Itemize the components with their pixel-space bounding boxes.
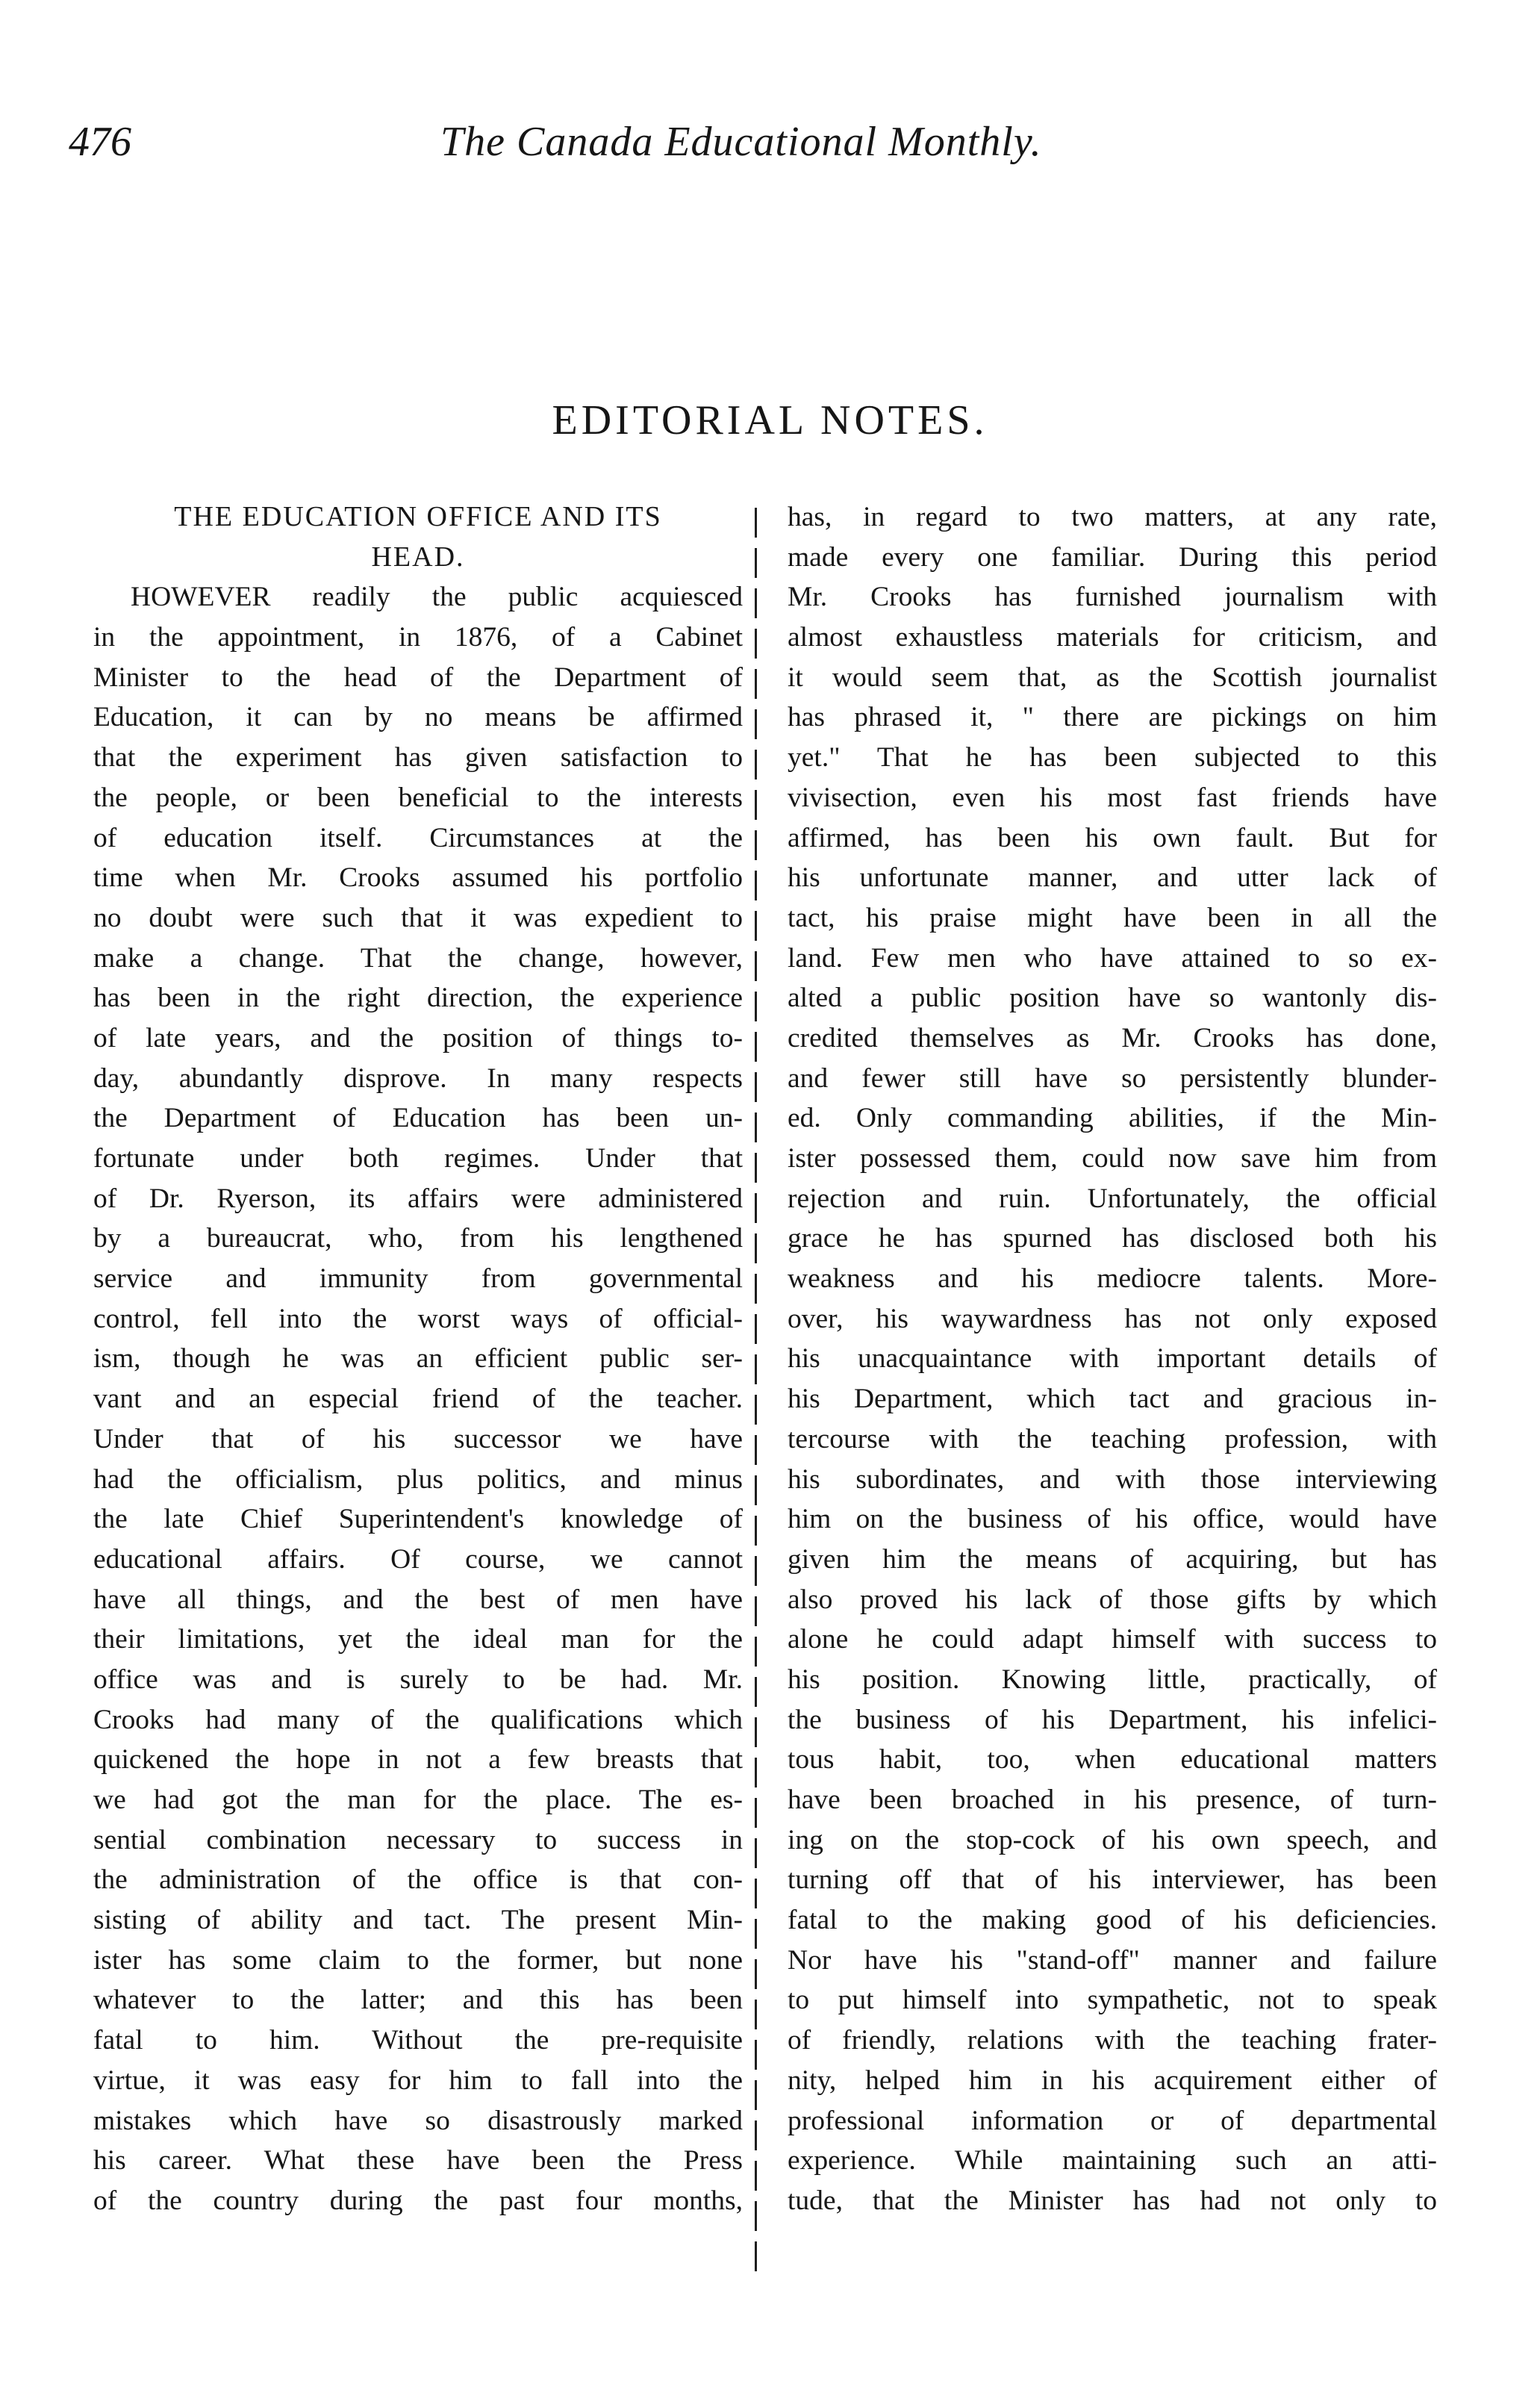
text-line: also proved his lack of those gifts by which [788, 1584, 1437, 1615]
text-line: affirmed, has been his own fault. But for [788, 822, 1437, 853]
text-line: sential combination necessary to success in [93, 1824, 743, 1855]
text-line: weakness and his mediocre talents. More- [788, 1263, 1437, 1295]
text-line: Minister to the head of the Department of [93, 662, 743, 693]
text-line: Education, it can by no means be affirmed [93, 702, 743, 733]
text-line: that the experiment has given satisfaction to [93, 742, 743, 774]
text-line: ism, though he was an efficient public ser- [93, 1343, 743, 1375]
text-line: day, abundantly disprove. In many respects [93, 1062, 743, 1094]
text-line: his career. What these have been the Press [93, 2145, 743, 2176]
text-line: fatal to him. Without the pre-requisite [93, 2025, 743, 2056]
text-line: experience. While maintaining such an atti- [788, 2145, 1437, 2176]
text-line: virtue, it was easy for him to fall into the [93, 2064, 743, 2096]
text-line: professional information or of departmental [788, 2105, 1437, 2136]
column-rule [755, 508, 757, 2277]
text-line: ister has some claim to the former, but none [93, 1944, 743, 1976]
text-line: have been broached in his presence, of turn- [788, 1784, 1437, 1815]
text-line: rejection and ruin. Unfortunately, the official [788, 1183, 1437, 1214]
article-title-line: THE EDUCATION OFFICE AND ITS [174, 501, 662, 532]
text-line: we had got the man for the place. The es- [93, 1784, 743, 1816]
text-line: of education itself. Circumstances at the [93, 822, 743, 853]
text-line: has been in the right direction, the experience [93, 983, 743, 1014]
left-column [93, 497, 743, 2221]
text-line: of late years, and the position of things to- [93, 1022, 743, 1054]
text-line: sisting of ability and tact. The present Min- [93, 1905, 743, 1936]
text-line: service and immunity from governmental [93, 1263, 743, 1295]
article-title [93, 497, 743, 577]
text-line: has, in regard to two matters, at any rate, [788, 502, 1437, 532]
text-line: whatever to the latter; and this has been [93, 1985, 743, 2016]
text-line: Under that of his successor we have [93, 1423, 743, 1454]
text-line: tact, his praise might have been in all the [788, 902, 1437, 933]
right-column [788, 497, 1437, 2221]
text-line: their limitations, yet the ideal man for the [93, 1624, 743, 1655]
text-line: control, fell into the worst ways of official- [93, 1303, 743, 1334]
text-line: his unacquaintance with important details of [788, 1343, 1437, 1375]
text-line: nity, helped him in his acquirement either of [788, 2064, 1437, 2096]
text-line: land. Few men who have attained to so ex- [788, 942, 1437, 974]
text-line: no doubt were such that it was expedient to [93, 902, 743, 933]
text-line: tude, that the Minister has had not only to [788, 2185, 1437, 2216]
text-line: given him the means of acquiring, but has [788, 1543, 1437, 1575]
text-line: made every one familiar. During this period [788, 541, 1437, 573]
text-line: HOWEVER readily the public acquiesced [131, 582, 743, 613]
text-line: time when Mr. Crooks assumed his portfolio [93, 862, 743, 894]
text-line: his unfortunate manner, and utter lack of [788, 862, 1437, 894]
text-line: Crooks had many of the qualifications which [93, 1704, 743, 1735]
text-line: his position. Knowing little, practically, of [788, 1664, 1437, 1695]
text-line: almost exhaustless materials for criticism, and [788, 622, 1437, 653]
text-line: his Department, which tact and gracious in- [788, 1384, 1437, 1415]
text-line: turning off that of his interviewer, has been [788, 1864, 1437, 1896]
page-number: 476 [69, 119, 131, 165]
text-line: alted a public position have so wantonly dis- [788, 983, 1437, 1014]
text-line: the people, or been beneficial to the interests [93, 782, 743, 813]
text-line: had the officialism, plus politics, and minus [93, 1463, 743, 1495]
text-line: the Department of Education has been un- [93, 1103, 743, 1134]
text-line: alone he could adapt himself with success to [788, 1624, 1437, 1655]
text-line: over, his waywardness has not only exposed [788, 1303, 1437, 1334]
text-line: the late Chief Superintendent's knowledge of [93, 1504, 743, 1535]
text-line: Nor have his "stand-off" manner and failure [788, 1944, 1437, 1976]
text-line: of Dr. Ryerson, its affairs were administered [93, 1183, 743, 1214]
text-line: educational affairs. Of course, we cannot [93, 1543, 743, 1575]
text-line: the administration of the office is that con- [93, 1864, 743, 1896]
text-line: ister possessed them, could now save him from [788, 1143, 1437, 1174]
text-line: tercourse with the teaching profession, with [788, 1423, 1437, 1454]
text-line: quickened the hope in not a few breasts that [93, 1744, 743, 1776]
text-line: of friendly, relations with the teaching frater- [788, 2025, 1437, 2056]
text-line: of the country during the past four months, [93, 2185, 743, 2216]
text-line: ed. Only commanding abilities, if the Min- [788, 1103, 1437, 1134]
article-title-line: HEAD. [371, 541, 465, 573]
text-line: Mr. Crooks has furnished journalism with [788, 582, 1437, 613]
text-line: by a bureaucrat, who, from his lengthened [93, 1223, 743, 1254]
text-line: and fewer still have so persistently blunder- [788, 1062, 1437, 1094]
journal-title: The Canada Educational Monthly. [440, 119, 1042, 165]
text-line: make a change. That the change, however, [93, 942, 743, 974]
text-line: ing on the stop-cock of his own speech, and [788, 1824, 1437, 1855]
text-line: the business of his Department, his infelici- [788, 1704, 1437, 1735]
text-line: vivisection, even his most fast friends have [788, 782, 1437, 813]
text-line: office was and is surely to be had. Mr. [93, 1664, 743, 1695]
text-line: have all things, and the best of men have [93, 1584, 743, 1615]
text-line: grace he has spurned has disclosed both his [788, 1223, 1437, 1254]
text-line: yet." That he has been subjected to this [788, 742, 1437, 774]
text-line: tous habit, too, when educational matters [788, 1744, 1437, 1776]
section-heading: EDITORIAL NOTES. [552, 397, 988, 444]
text-line: fatal to the making good of his deficiencies. [788, 1905, 1437, 1936]
text-line: has phrased it, " there are pickings on him [788, 702, 1437, 733]
text-line: fortunate under both regimes. Under that [93, 1143, 743, 1174]
text-line: credited themselves as Mr. Crooks has done, [788, 1022, 1437, 1054]
text-line: vant and an especial friend of the teacher. [93, 1384, 743, 1415]
text-line: his subordinates, and with those interviewing [788, 1463, 1437, 1495]
running-head [0, 112, 1540, 172]
text-line: in the appointment, in 1876, of a Cabinet [93, 622, 743, 653]
text-line: it would seem that, as the Scottish journalist [788, 662, 1437, 693]
text-line: mistakes which have so disastrously marked [93, 2105, 743, 2136]
text-line: to put himself into sympathetic, not to speak [788, 1985, 1437, 2016]
text-line: him on the business of his office, would have [788, 1504, 1437, 1535]
